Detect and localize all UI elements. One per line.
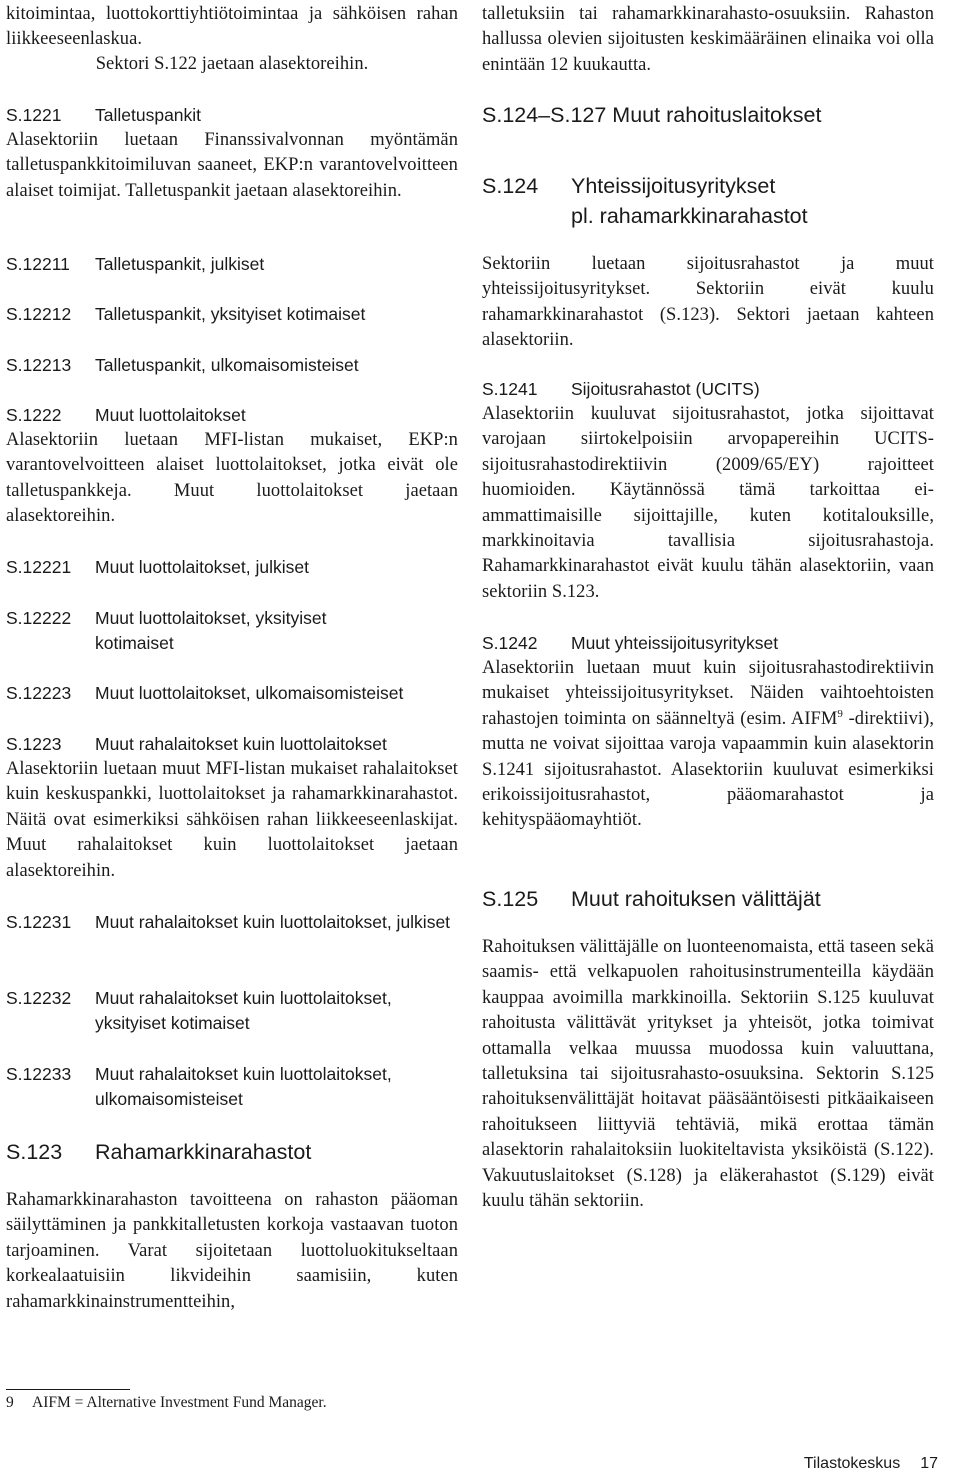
section-code: S.12223 <box>6 683 72 703</box>
footnote-divider <box>6 1389 130 1390</box>
section-title: Muut luottolaitokset, yksityiset kotimaiset <box>95 608 327 653</box>
section-s12211-heading <box>6 252 458 277</box>
section-title: Muut rahalaitokset kuin luottolaitokset <box>95 734 387 754</box>
section-s12213-heading <box>6 353 458 378</box>
section-title: Muut rahalaitokset kuin luottolaitokset, ulkomaisomisteiset <box>95 1064 392 1109</box>
body-text: Alasektoriin luetaan muut kuin sijoitusrahastodirektiivin mukaiset yhteissijoitusyritykset. Näiden vaihtoehtoisten rahastojen toiminta on säänneltyä (esim. AIFM <box>482 658 934 729</box>
section-title: Rahamarkkinarahastot <box>95 1140 312 1164</box>
section-s124-127-heading: S.124–S.127 Muut rahoituslaitokset <box>482 103 822 127</box>
section-s125-heading <box>482 884 934 914</box>
section-code: S.125 <box>482 887 539 911</box>
section-title: Muut yhteissijoitusyritykset <box>571 633 779 653</box>
section-title: Sijoitusrahastot (UCITS) <box>571 379 760 399</box>
page-footer <box>804 1454 938 1474</box>
body-text: -direktiivi), mutta ne voivat sijoittaa varoja vapaammin kuin alasektorin S.1241 sijoitusrahastot. Alasektoriin kuuluvat esimerkiksi erikoissijoitusrahastot, pääomarahastot ja kehityspääomayhtiöt. <box>482 708 935 831</box>
section-s123-heading <box>6 1137 458 1167</box>
section-s125-body: Rahoituksen välittäjälle on luonteenomaista, että taseen sekä saamis- että velkapuolen rahoitusinstrumenteilla käydään kauppaa avoimilla markkinoilla. Sektoriin S.125 kuuluvat rahoitusta välittävät yritykset ja yhteisöt, jotka toimivat ottamalla velkaa muussa muodossa kuin valuuttana, talletuksina tai sijoitusrahasto-osuuksina. Sektorin S.125 rahoituksenvälittäjät hoitavat pääsääntöisesti pitkäaikaiseen rahoitukseen liittyviä tehtäviä, mikä erottaa tämän alasektorin rahalaitoksiin luokiteltavista yksiköistä (S.122). Vakuutuslaitokset (S.128) ja eläkerahastot (S.129) eivät kuulu tähän sektoriin. <box>482 937 934 1212</box>
section-title <box>571 171 934 231</box>
footnote-reference: 9 <box>837 707 843 720</box>
section-title-line: pl. rahamarkkinarahastot <box>571 204 808 228</box>
section-code: S.12213 <box>6 355 72 375</box>
section-s1223-heading <box>6 732 458 757</box>
section-title: Muut rahalaitokset kuin luottolaitokset, julkiset <box>95 912 451 932</box>
section-code: S.12221 <box>6 557 72 577</box>
section-s12222-heading <box>6 606 386 656</box>
section-code: S.12233 <box>6 1064 72 1084</box>
section-s12233-heading <box>6 1062 458 1112</box>
section-s124-body: Sektoriin luetaan sijoitusrahastot ja muut yhteissijoitusyritykset. Sektoriin eivät kuulu rahamarkkinarahastot (S.123). Sektori jaetaan kahteen alasektoriin. <box>482 254 934 351</box>
section-title: Muut rahalaitokset kuin luottolaitokset, yksityiset kotimaiset <box>95 988 392 1033</box>
section-title: Talletuspankit, julkiset <box>95 254 265 274</box>
section-code: S.12211 <box>6 254 70 274</box>
section-code: S.1242 <box>482 633 538 653</box>
section-title: Muut rahoituksen välittäjät <box>571 887 821 911</box>
section-s12221-heading <box>6 555 458 580</box>
section-code: S.1221 <box>6 105 62 125</box>
section-title: Muut luottolaitokset, julkiset <box>95 557 309 577</box>
section-code: S.12222 <box>6 608 72 628</box>
footnote-text: AIFM = Alternative Investment Fund Manager. <box>32 1394 327 1411</box>
section-title: Muut luottolaitokset <box>95 405 246 425</box>
section-s12232-heading <box>6 986 458 1036</box>
section-s1222-body: Alasektoriin luetaan MFI-listan mukaiset, EKP:n varantovelvoitteen alaiset luottolaitokset, jotka eivät ole talletuspankkeja. Muut luottolaitokset jaetaan alasektoreihin. <box>6 430 458 527</box>
section-code: S.12212 <box>6 304 72 324</box>
section-title: Talletuspankit, yksityiset kotimaiset <box>95 304 366 324</box>
section-title: Talletuspankit, ulkomaisomisteiset <box>95 355 359 375</box>
publisher-name: Tilastokeskus <box>803 1455 901 1472</box>
section-code: S.1241 <box>482 379 538 399</box>
page-number: 17 <box>920 1455 938 1472</box>
section-code: S.1223 <box>6 734 62 754</box>
section-s1221-body: Alasektoriin luetaan Finanssivalvonnan myöntämän talletuspankkitoimiluvan saaneet, EKP:n varantovelvoitteen alaiset toimijat. Talletuspankit jaetaan alasektoreihin. <box>6 130 458 201</box>
section-s12223-heading <box>6 681 458 706</box>
section-s12231-heading <box>6 910 458 935</box>
section-title-line: Yhteissijoitusyritykset <box>571 174 776 198</box>
section-code: S.12232 <box>6 988 72 1008</box>
section-code: S.123 <box>6 1140 63 1164</box>
section-code: S.124 <box>482 174 539 198</box>
section-title: Talletuspankit <box>95 105 202 125</box>
section-s1222-heading <box>6 403 458 428</box>
footnote-number: 9 <box>6 1394 14 1411</box>
section-s124-heading <box>482 171 934 231</box>
section-s1242-body <box>482 656 934 834</box>
section-s12212-heading <box>6 302 458 327</box>
section-s1241-body: Alasektoriin kuuluvat sijoitusrahastot, jotka sijoittavat varojaan siirtokelpoisiin arvopapereihin UCITS-sijoitusrahastodirektiivin (2009/65/EY) rajoitteet huomioiden. Käytännössä tämä tarkoittaa ei-ammattimaisille sijoittajille, kuten kotitalouksille, markkinoitavia tavallisia sijoitusrahastoja. Rahamarkkinarahastot eivät kuulu tähän alasektoriin, vaan sektoriin S.123. <box>482 404 934 602</box>
s123-continued-text: talletuksiin tai rahamarkkinarahasto-osuuksiin. Rahaston hallussa olevien sijoitusten keskimääräinen elinaika voi olla enintään 12 kuukautta. <box>482 4 934 75</box>
section-s1241-heading <box>482 377 934 402</box>
intro-continued-text: kitoimintaa, luottokorttiyhtiötoimintaa ja sähköisen rahan liikkeeseenlaskua. <box>6 4 458 50</box>
section-s1223-body: Alasektoriin luetaan muut MFI-listan mukaiset rahalaitokset kuin keskuspankki, luottolaitokset ja rahamarkkinarahastot. Näitä ovat esimerkiksi sähköisen rahan liikkeeseenlaskijat. Muut rahalaitokset kuin luottolaitokset jaetaan alasektoreihin. <box>6 759 458 881</box>
section-s123-body: Rahamarkkinarahaston tavoitteena on rahaston pääoman säilyttäminen ja pankkitalletusten korkoja vastaavan tuoton tarjoaminen. Varat sijoitetaan luottoluokitukseltaan korkealaatuisiin likvideihin saamisiin, kuten rahamarkkinainstrumentteihin, <box>6 1190 458 1312</box>
section-title: Muut luottolaitokset, ulkomaisomisteiset <box>95 683 404 703</box>
footnote <box>6 1392 606 1414</box>
intro-note-text: Sektori S.122 jaetaan alasektoreihin. <box>95 54 369 74</box>
section-s1242-heading <box>482 631 934 656</box>
section-s1221-heading <box>6 103 458 128</box>
section-code: S.12231 <box>6 912 72 932</box>
section-code: S.1222 <box>6 405 62 425</box>
